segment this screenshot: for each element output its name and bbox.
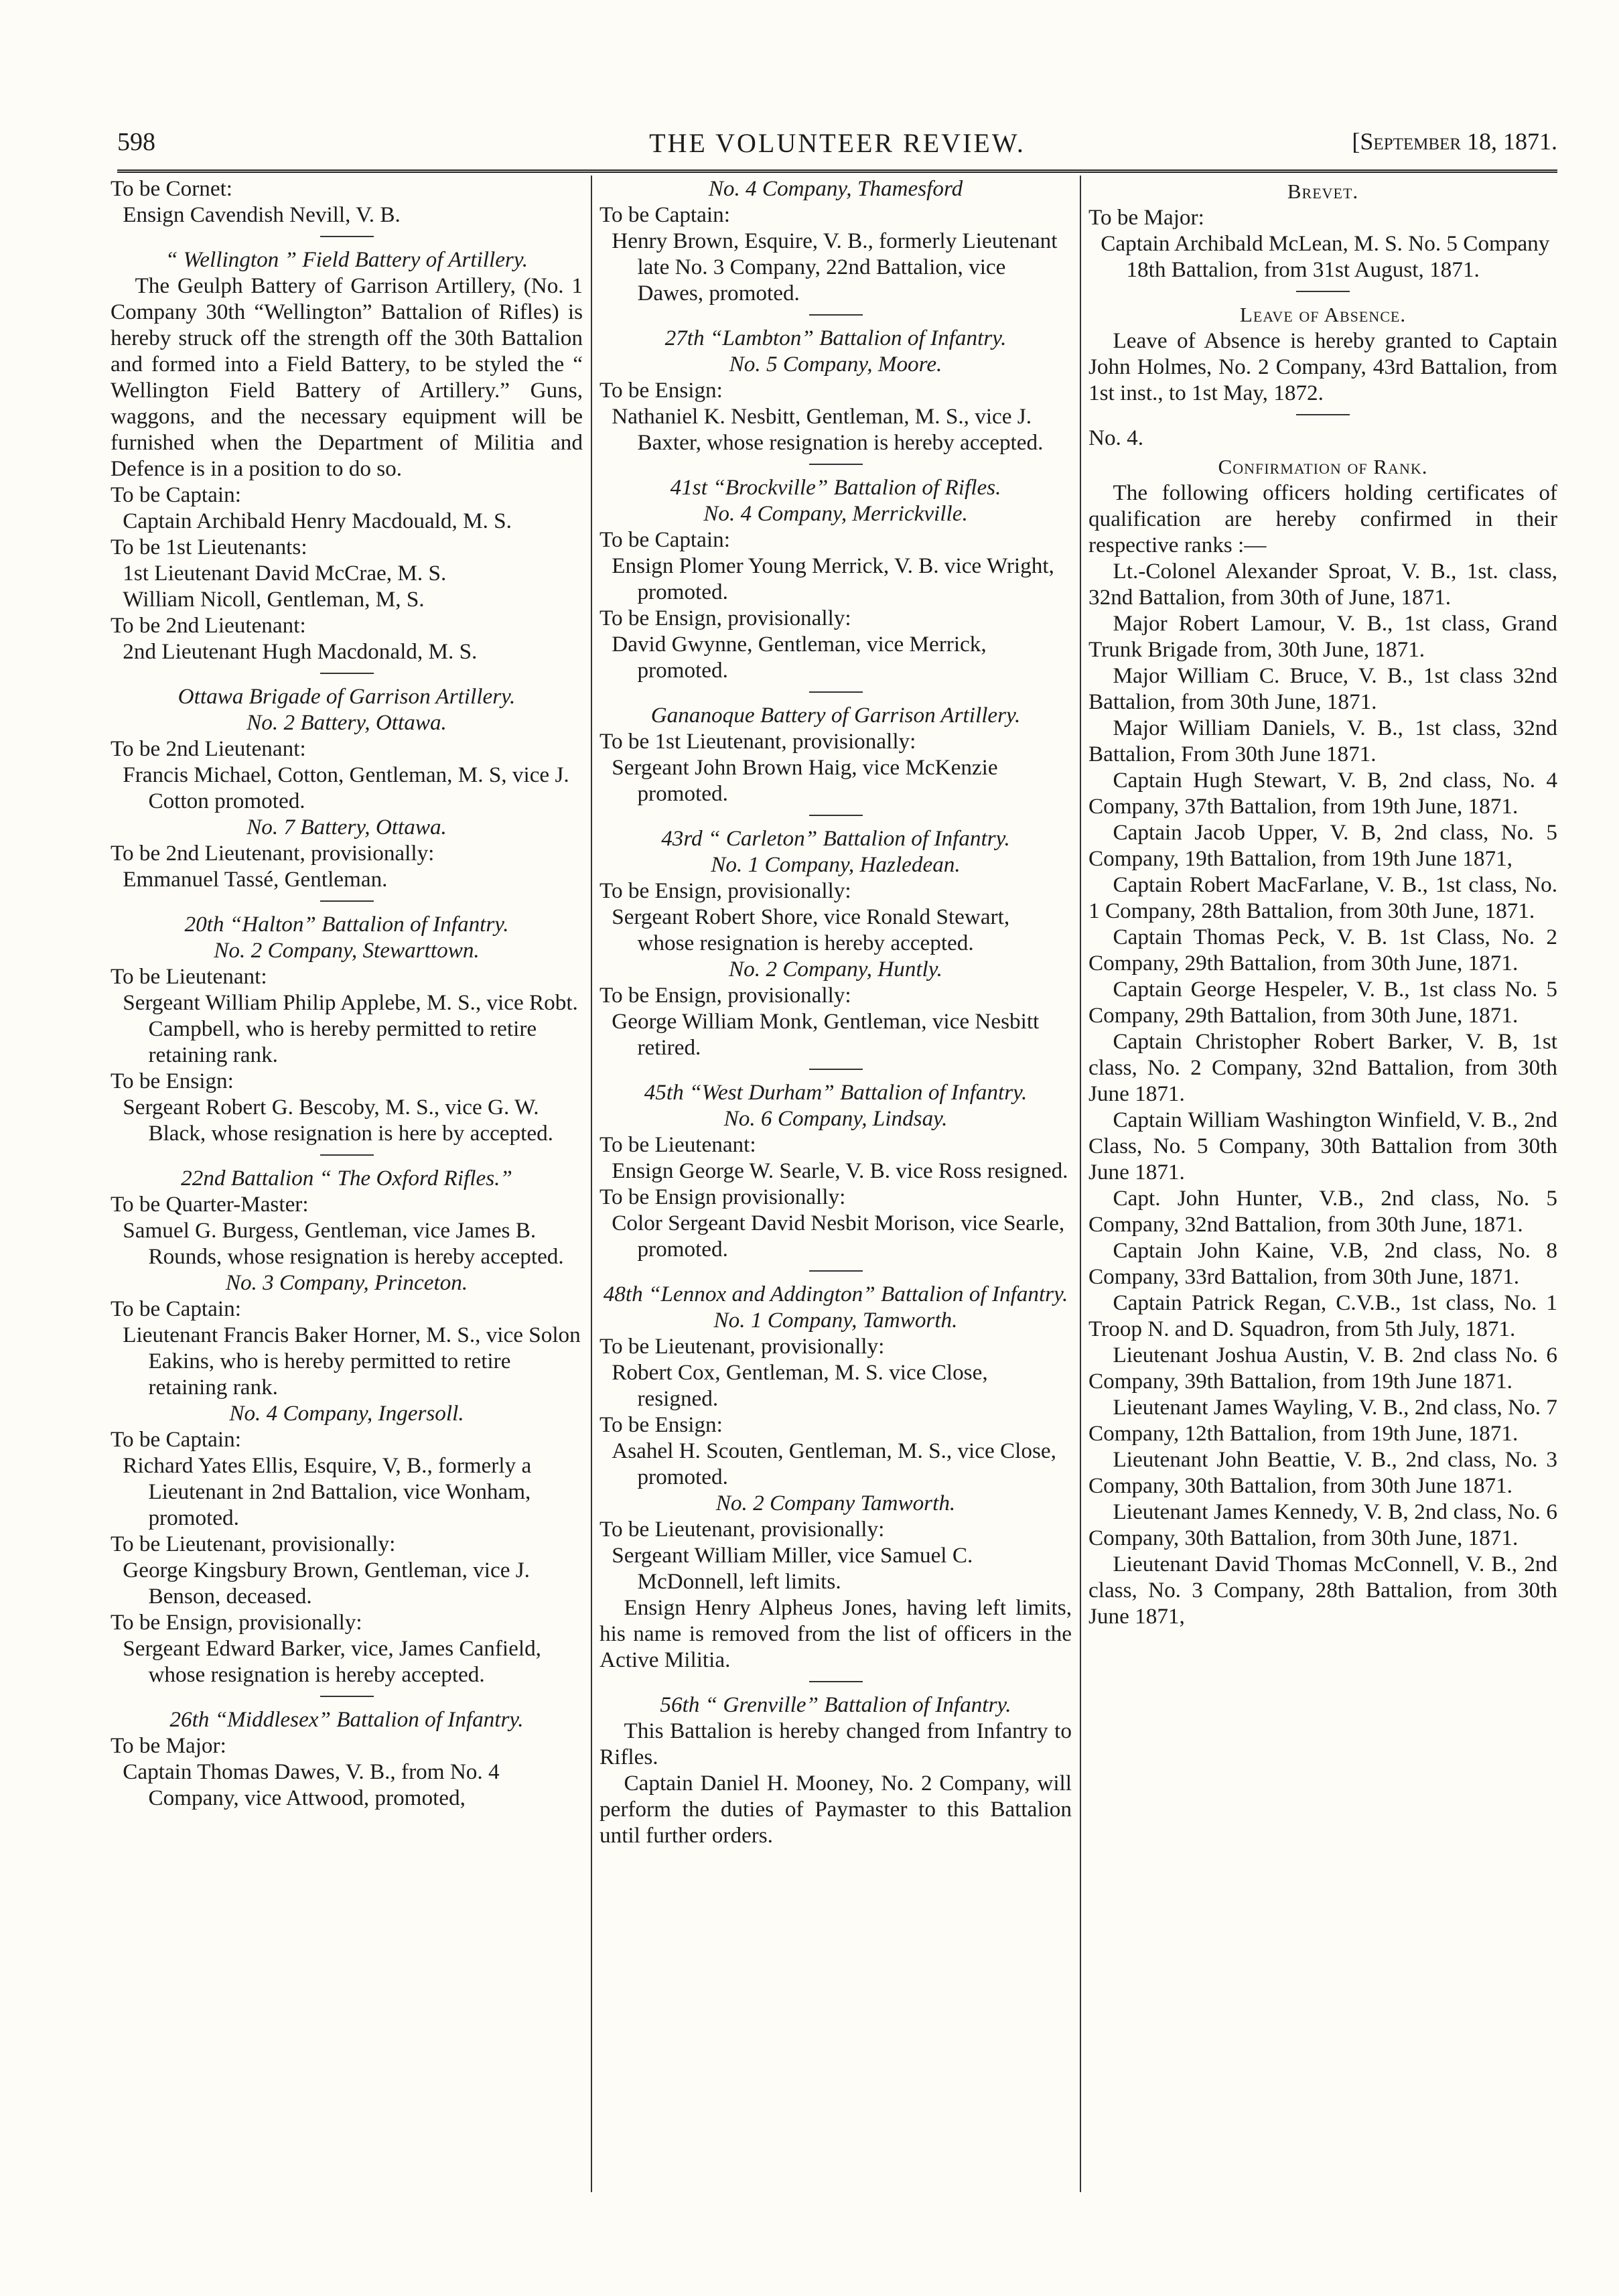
page-number: 598 <box>117 128 155 156</box>
paragraph: Lieutenant David Thomas McConnell, V. B., 2nd class, No. 3 Company, 28th Battalion, from 30th June 1871, <box>1088 1552 1557 1629</box>
unit-heading: Gananoque Battery of Garrison Artillery. <box>650 703 1021 728</box>
unit-heading: No. 4 Company, Ingersoll. <box>229 1401 464 1426</box>
header-rule <box>117 170 1557 173</box>
appointment-entry: Captain Archibald Henry Macdouald, M. S. <box>123 509 512 533</box>
appointment-rank-line: To be Ensign, provisionally: <box>600 606 851 630</box>
paragraph: Leave of Absence is hereby granted to Captain John Holmes, No. 2 Company, 43rd Battalion, from 1st inst., to 1st May, 1872. <box>1088 328 1557 405</box>
appointment-rank-line: To be Captain: <box>111 1427 241 1452</box>
appointment-rank-line: To be Ensign, provisionally: <box>111 1610 362 1635</box>
appointment-entry: David Gwynne, Gentleman, vice Merrick, promoted. <box>612 632 987 683</box>
unit-heading: 43rd “ Carleton” Battalion of Infantry. <box>661 826 1010 851</box>
appointment-entry: Ensign George W. Searle, V. B. vice Ross resigned. <box>612 1158 1068 1183</box>
appointment-entry: Richard Yates Ellis, Esquire, V, B., formerly a Lieutenant in 2nd Battalion, vice Wonham, promoted. <box>123 1453 532 1530</box>
unit-heading: Ottawa Brigade of Garrison Artillery. <box>178 684 516 709</box>
page-header <box>117 127 1557 167</box>
unit-heading: 26th “Middlesex” Battalion of Infantry. <box>169 1707 524 1732</box>
paragraph: The following officers holding certificates of qualification are hereby confirmed in their respective ranks :— <box>1088 480 1557 557</box>
paragraph: Major William Daniels, V. B., 1st class, 32nd Battalion, From 30th June 1871. <box>1088 716 1557 766</box>
appointment-rank-line: To be 1st Lieutenants: <box>111 535 307 559</box>
section-divider <box>320 1154 374 1156</box>
appointment-entry: Ensign Cavendish Nevill, V. B. <box>123 202 401 227</box>
column-divider <box>1080 176 1081 2192</box>
section-heading: Leave of Absence. <box>1239 303 1407 326</box>
appointment-rank-line: To be Ensign: <box>600 1412 723 1437</box>
unit-heading: 27th “Lambton” Battalion of Infantry. <box>664 326 1007 350</box>
appointment-rank-line: To be Ensign: <box>111 1069 234 1093</box>
section-divider <box>320 236 374 237</box>
appointment-entry: Emmanuel Tassé, Gentleman. <box>123 867 388 892</box>
paragraph: Lieutenant James Wayling, V. B., 2nd class, No. 7 Company, 12th Battalion, from 19th June, 1871. <box>1088 1395 1557 1446</box>
unit-heading: 20th “Halton” Battalion of Infantry. <box>184 912 509 937</box>
unit-heading: 56th “ Grenville” Battalion of Infantry. <box>660 1692 1011 1717</box>
unit-heading: 48th “Lennox and Addington” Battalion of Infantry. <box>603 1282 1068 1306</box>
section-divider <box>809 1681 863 1682</box>
paragraph: Major William C. Bruce, V. B., 1st class 32nd Battalion, from 30th June, 1871. <box>1088 663 1557 714</box>
section-divider <box>1296 414 1350 415</box>
unit-heading: “ Wellington ” Field Battery of Artillery. <box>165 247 529 272</box>
unit-heading: No. 2 Company Tamworth. <box>715 1491 956 1515</box>
appointment-rank-line: To be Captain: <box>111 1296 241 1321</box>
paragraph: Captain Patrick Regan, C.V.B., 1st class, No. 1 Troop N. and D. Squadron, from 5th July, 1871. <box>1088 1290 1557 1341</box>
paragraph: Lieutenant James Kennedy, V. B, 2nd class, No. 6 Company, 30th Battalion, from 30th June, 1871. <box>1088 1499 1557 1550</box>
section-divider <box>1296 291 1350 292</box>
paragraph: Captain William Washington Winfield, V. B., 2nd Class, No. 5 Company, 30th Battalion from 30th June 1871. <box>1088 1107 1557 1185</box>
paragraph: Captain Robert MacFarlane, V. B., 1st class, No. 1 Company, 28th Battalion, from 30th June, 1871. <box>1088 872 1557 923</box>
appointment-entry: Captain Thomas Dawes, V. B., from No. 4 Company, vice Attwood, promoted, <box>123 1759 500 1810</box>
unit-heading: No. 6 Company, Lindsay. <box>723 1106 948 1131</box>
appointment-entry: Henry Brown, Esquire, V. B., formerly Lieutenant late No. 3 Company, 22nd Battalion, vice Dawes, promoted. <box>612 228 1058 306</box>
appointment-rank-line: To be 1st Lieutenant, provisionally: <box>600 729 916 754</box>
appointment-entry: 2nd Lieutenant Hugh Macdonald, M. S. <box>123 639 478 664</box>
section-divider <box>809 815 863 816</box>
unit-heading: No. 2 Company, Huntly. <box>729 957 942 982</box>
section-divider <box>809 1270 863 1272</box>
appointment-rank-line: To be Captain: <box>111 482 241 507</box>
unit-heading: 22nd Battalion “ The Oxford Rifles.” <box>181 1166 512 1191</box>
section-divider <box>320 1696 374 1697</box>
appointment-rank-line: To be Ensign: <box>600 378 723 403</box>
appointment-entry: Color Sergeant David Nesbit Morison, vice Searle, promoted. <box>612 1211 1065 1262</box>
appointment-entry: Ensign Plomer Young Merrick, V. B. vice Wright, promoted. <box>612 553 1054 604</box>
appointment-rank-line: To be Major: <box>1088 205 1204 230</box>
paragraph: Lt.-Colonel Alexander Sproat, V. B., 1st. class, 32nd Battalion, from 30th of June, 1871. <box>1088 559 1557 610</box>
section-heading: Confirmation of Rank. <box>1218 455 1428 478</box>
appointment-entry: George Kingsbury Brown, Gentleman, vice J. Benson, deceased. <box>123 1558 530 1609</box>
appointment-entry: Sergeant William Philip Applebe, M. S., vice Robt. Campbell, who is hereby permitted to retire retaining rank. <box>123 990 578 1067</box>
appointment-rank-line: To be Major: <box>111 1733 226 1758</box>
unit-heading: 45th “West Durham” Battalion of Infantry. <box>644 1080 1028 1105</box>
section-divider <box>809 314 863 316</box>
unit-heading: No. 3 Company, Princeton. <box>225 1270 468 1295</box>
appointment-entry: Sergeant Robert G. Bescoby, M. S., vice G. W. Black, whose resignation is here by accepted. <box>123 1095 553 1146</box>
appointment-rank-line: To be Ensign, provisionally: <box>600 878 851 903</box>
appointment-entry: William Nicoll, Gentleman, M, S. <box>123 587 425 612</box>
appointment-entry: 1st Lieutenant David McCrae, M. S. <box>123 561 447 586</box>
issue-date: [September 18, 1871. <box>1352 128 1557 155</box>
appointment-entry: Robert Cox, Gentleman, M. S. vice Close, resigned. <box>612 1360 988 1411</box>
paragraph: Captain Jacob Upper, V. B, 2nd class, No. 5 Company, 19th Battalion, from 19th June 1871, <box>1088 820 1557 871</box>
appointment-rank-line: To be Quarter-Master: <box>111 1192 309 1217</box>
unit-heading: No. 1 Company, Tamworth. <box>713 1308 958 1333</box>
paragraph: Captain John Kaine, V.B, 2nd class, No. 8 Company, 33rd Battalion, from 30th June, 1871. <box>1088 1238 1557 1289</box>
appointment-entry: Sergeant William Miller, vice Samuel C. McDonnell, left limits. <box>612 1543 973 1594</box>
unit-heading: No. 1 Company, Hazledean. <box>711 852 961 877</box>
unit-heading: 41st “Brockville” Battalion of Rifles. <box>670 475 1001 500</box>
appointment-rank-line: To be Lieutenant, provisionally: <box>600 1334 885 1359</box>
appointment-rank-line: To be Captain: <box>600 527 730 552</box>
paragraph: The Geulph Battery of Garrison Artillery, (No. 1 Company 30th “Wellington” Battalion of Rifles) is hereby struck off the strength off the 30th Battalion and formed into a Field Battery, to be styled the “ Wellington Field Battery of Artillery.” Guns, waggons, and the necessary equipment will be furnished when the Department of Militia and Defence is in a position to do so. <box>111 273 583 481</box>
paragraph: Captain Hugh Stewart, V. B, 2nd class, No. 4 Company, 37th Battalion, from 19th June, 1871. <box>1088 768 1557 819</box>
paragraph: This Battalion is hereby changed from Infantry to Rifles. <box>600 1718 1072 1769</box>
appointment-rank-line: To be Cornet: <box>111 176 233 201</box>
column-right <box>1088 176 1557 2219</box>
unit-heading: No. 7 Battery, Ottawa. <box>247 815 447 839</box>
unit-heading: No. 2 Company, Stewarttown. <box>214 938 480 963</box>
paragraph: Capt. John Hunter, V.B., 2nd class, No. 5 Company, 32nd Battalion, from 30th June, 1871. <box>1088 1186 1557 1237</box>
column-left <box>111 176 583 2219</box>
appointment-entry: Samuel G. Burgess, Gentleman, vice James B. Rounds, whose resignation is hereby accepted. <box>123 1218 564 1269</box>
unit-heading: No. 4 Company, Merrickville. <box>703 501 968 526</box>
section-divider <box>809 464 863 465</box>
appointment-entry: Sergeant John Brown Haig, vice McKenzie promoted. <box>612 755 998 806</box>
paragraph: Captain Daniel H. Mooney, No. 2 Company, will perform the duties of Paymaster to this Battalion until further orders. <box>600 1771 1072 1848</box>
unit-heading: No. 2 Battery, Ottawa. <box>247 710 447 735</box>
paragraph: Major Robert Lamour, V. B., 1st class, Grand Trunk Brigade from, 30th June, 1871. <box>1088 611 1557 662</box>
unit-heading: No. 5 Company, Moore. <box>729 352 942 377</box>
appointment-entry: Lieutenant Francis Baker Horner, M. S., vice Solon Eakins, who is hereby permitted to retire retaining rank. <box>123 1323 581 1400</box>
appointment-rank-line: To be Ensign provisionally: <box>600 1185 846 1209</box>
appointment-rank-line: To be Captain: <box>600 202 730 227</box>
appointment-rank-line: No. 4. <box>1088 425 1144 450</box>
appointment-rank-line: To be Lieutenant, provisionally: <box>600 1517 885 1542</box>
section-divider <box>809 691 863 693</box>
appointment-rank-line: To be Ensign, provisionally: <box>600 983 851 1008</box>
unit-heading: No. 4 Company, Thamesford <box>708 176 963 201</box>
paragraph: Captain George Hespeler, V. B., 1st class No. 5 Company, 29th Battalion, from 30th June, 1871. <box>1088 977 1557 1028</box>
appointment-rank-line: To be 2nd Lieutenant: <box>111 613 306 638</box>
appointment-entry: Sergeant Edward Barker, vice, James Canfield, whose resignation is hereby accepted. <box>123 1636 541 1687</box>
appointment-rank-line: To be 2nd Lieutenant: <box>111 736 306 761</box>
appointment-rank-line: To be Lieutenant: <box>600 1132 756 1157</box>
appointment-entry: Sergeant Robert Shore, vice Ronald Stewart, whose resignation is hereby accepted. <box>612 904 1010 955</box>
paragraph: Lieutenant John Beattie, V. B., 2nd class, No. 3 Company, 30th Battalion, from 30th June 1871. <box>1088 1447 1557 1498</box>
appointment-entry: Captain Archibald McLean, M. S. No. 5 Company 18th Battalion, from 31st August, 1871. <box>1101 231 1550 282</box>
paragraph: Ensign Henry Alpheus Jones, having left limits, his name is removed from the list of officers in the Active Militia. <box>600 1595 1072 1672</box>
appointment-entry: Asahel H. Scouten, Gentleman, M. S., vice Close, promoted. <box>612 1438 1056 1489</box>
appointment-entry: Nathaniel K. Nesbitt, Gentleman, M. S., vice J. Baxter, whose resignation is hereby accepted. <box>612 404 1044 455</box>
publication-title: THE VOLUNTEER REVIEW. <box>649 128 1026 158</box>
section-heading: Brevet. <box>1287 180 1359 203</box>
column-middle <box>600 176 1072 2219</box>
appointment-rank-line: To be Lieutenant, provisionally: <box>111 1532 396 1556</box>
paragraph: Captain Christopher Robert Barker, V. B, 1st class, No. 2 Company, 32nd Battalion, from 30th June 1871. <box>1088 1029 1557 1106</box>
appointment-entry: Francis Michael, Cotton, Gentleman, M. S, vice J. Cotton promoted. <box>123 762 569 813</box>
section-divider <box>809 1069 863 1070</box>
section-divider <box>320 673 374 674</box>
appointment-rank-line: To be Lieutenant: <box>111 964 267 989</box>
paragraph: Lieutenant Joshua Austin, V. B. 2nd class No. 6 Company, 39th Battalion, from 19th June 1871. <box>1088 1343 1557 1394</box>
paragraph: Captain Thomas Peck, V. B. 1st Class, No. 2 Company, 29th Battalion, from 30th June, 1871. <box>1088 925 1557 975</box>
section-divider <box>320 900 374 902</box>
appointment-rank-line: To be 2nd Lieutenant, provisionally: <box>111 841 435 866</box>
column-divider <box>591 176 592 2192</box>
appointment-entry: George William Monk, Gentleman, vice Nesbitt retired. <box>612 1009 1040 1060</box>
